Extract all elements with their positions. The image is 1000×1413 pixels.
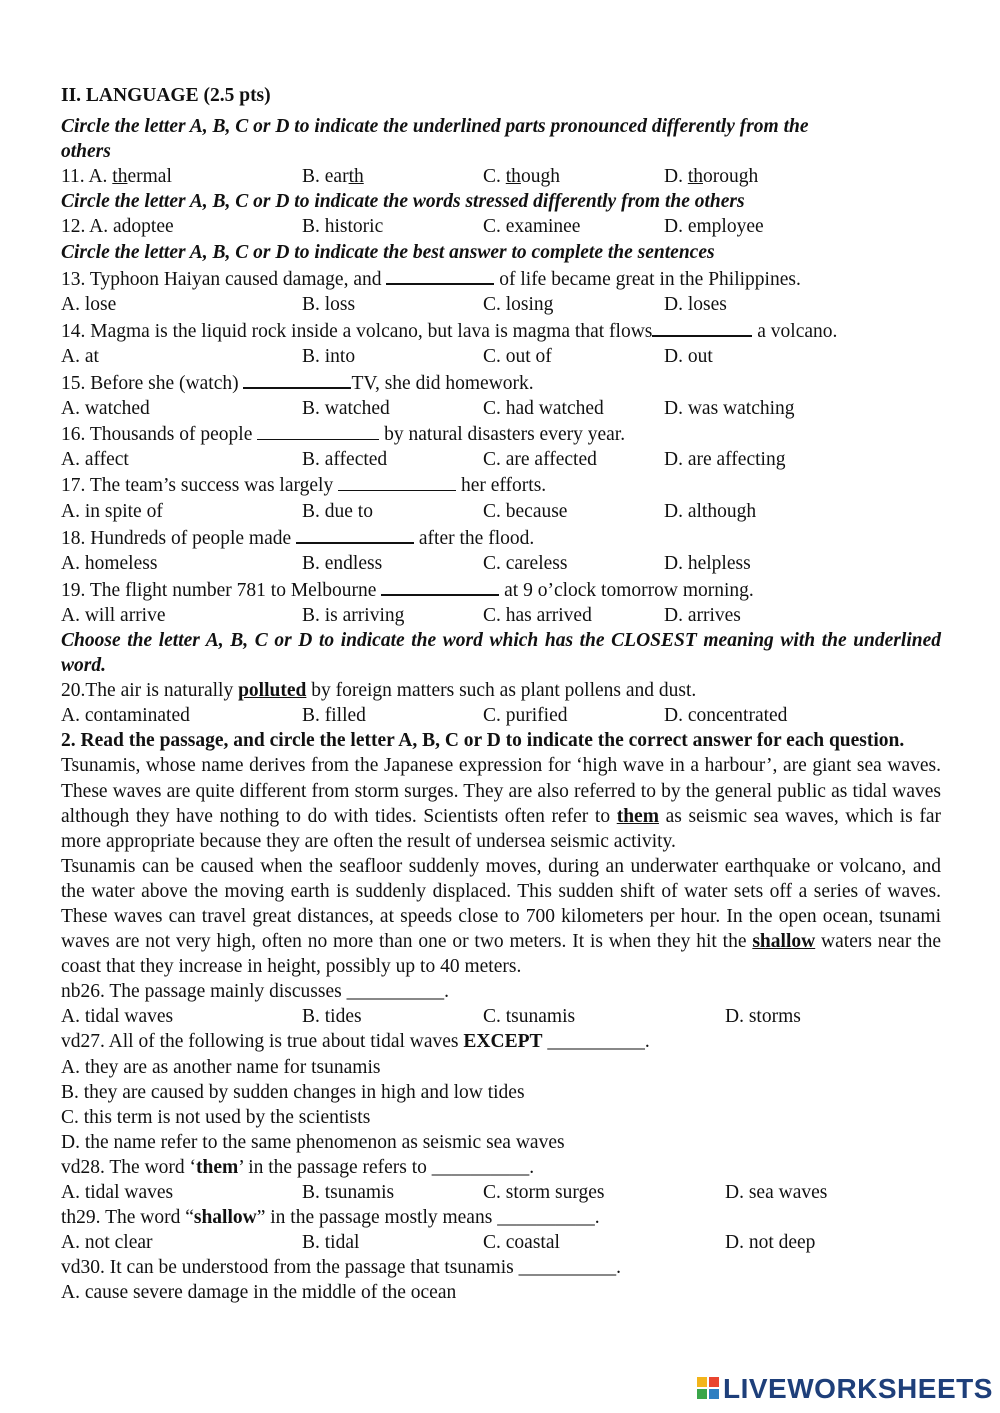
question-17-options (61, 499, 941, 524)
q29-option-a[interactable]: A. not clear (61, 1232, 153, 1254)
q27-option-b[interactable]: B. they are caused by sudden changes in high and low tides (61, 1081, 525, 1103)
q14-option-b[interactable]: B. into (302, 345, 356, 367)
instruction-pronunciation: Circle the letter A, B, C or D to indicate the underlined parts pronounced differently from the (61, 116, 809, 138)
q17-option-c[interactable]: C. because (483, 500, 568, 522)
q18-option-b[interactable]: B. endless (302, 552, 383, 574)
q11-option-a[interactable]: 11. A. thermal (61, 166, 172, 188)
question-16-stem: 16. Thousands of people by natural disasters every year. (61, 421, 941, 447)
q15-blank[interactable] (243, 369, 351, 389)
q12-option-a[interactable]: 12. A. adoptee (61, 216, 174, 238)
q11-option-d[interactable]: D. thorough (664, 166, 759, 188)
q19-option-a[interactable]: A. will arrive (61, 604, 166, 626)
instruction-pronunciation-cont: others (61, 141, 111, 163)
q20-option-a[interactable]: A. contaminated (61, 705, 190, 727)
q27-option-a[interactable]: A. they are as another name for tsunamis (61, 1056, 381, 1078)
question-19-stem: 19. The flight number 781 to Melbourne at 9 o’clock tomorrow morning. (61, 576, 941, 603)
logo-mark-icon (697, 1377, 721, 1401)
q28-option-d[interactable]: D. sea waves (725, 1182, 828, 1204)
q19-option-c[interactable]: C. has arrived (483, 604, 592, 626)
question-14-options (61, 344, 941, 369)
question-29-options (61, 1230, 941, 1255)
q17-blank[interactable] (338, 472, 456, 491)
question-12 (61, 214, 941, 239)
q26-option-c[interactable]: C. tsunamis (483, 1006, 576, 1028)
q26-option-a[interactable]: A. tidal waves (61, 1006, 174, 1028)
q15-option-b[interactable]: B. watched (302, 398, 390, 420)
q19-option-b[interactable]: B. is arriving (302, 604, 405, 626)
liveworksheets-logo[interactable] (697, 1374, 993, 1404)
q18-option-a[interactable]: A. homeless (61, 552, 158, 574)
q29-option-d[interactable]: D. not deep (725, 1232, 816, 1254)
q16-option-b[interactable]: B. affected (302, 449, 388, 471)
q20-option-d[interactable]: D. concentrated (664, 705, 788, 727)
q17-option-d[interactable]: D. although (664, 500, 757, 522)
q29-option-b[interactable]: B. tidal (302, 1232, 360, 1254)
question-13-options (61, 292, 941, 317)
question-20-stem: 20.The air is naturally polluted by foreign matters such as plant pollens and dust. (61, 680, 697, 702)
q26-blank[interactable]: __________ (346, 981, 445, 1003)
q13-blank[interactable] (386, 265, 494, 285)
q13-option-b[interactable]: B. loss (302, 293, 356, 315)
q20-option-c[interactable]: C. purified (483, 705, 568, 727)
q29-option-c[interactable]: C. coastal (483, 1232, 560, 1254)
instruction-stress: Circle the letter A, B, C or D to indicate the words stressed differently from the others (61, 191, 745, 213)
q27-option-c[interactable]: C. this term is not used by the scientists (61, 1106, 371, 1128)
q16-blank[interactable] (257, 421, 379, 440)
question-15-stem: 15. Before she (watch) TV, she did homework. (61, 369, 941, 396)
q17-option-b[interactable]: B. due to (302, 500, 373, 522)
logo-text: LIVEWORKSHEETS (723, 1373, 993, 1404)
passage-word-them: them (616, 805, 659, 827)
question-13-stem: 13. Typhoon Haiyan caused damage, and of life became great in the Philippines. (61, 265, 941, 292)
q11-option-b[interactable]: B. earth (302, 166, 364, 188)
q12-option-d[interactable]: D. employee (664, 216, 764, 238)
question-14-stem: 14. Magma is the liquid rock inside a volcano, but lava is magma that flows a volcano. (61, 317, 941, 344)
question-18-stem: 18. Hundreds of people made after the flood. (61, 524, 941, 551)
question-28-options (61, 1180, 941, 1205)
q28-option-c[interactable]: C. storm surges (483, 1182, 605, 1204)
q14-option-c[interactable]: C. out of (483, 345, 552, 367)
q17-option-a[interactable]: A. in spite of (61, 500, 163, 522)
q18-option-c[interactable]: C. careless (483, 552, 568, 574)
question-30-stem: vd30. It can be understood from the passage that tsunamis __________. (61, 1257, 621, 1279)
question-26-stem: nb26. The passage mainly discusses __________. (61, 981, 449, 1003)
section-title: II. LANGUAGE (2.5 pts) (61, 85, 271, 106)
q14-option-d[interactable]: D. out (664, 345, 713, 367)
q15-option-d[interactable]: D. was watching (664, 398, 795, 420)
q14-option-a[interactable]: A. at (61, 345, 99, 367)
q13-option-c[interactable]: C. losing (483, 293, 554, 315)
q13-option-d[interactable]: D. loses (664, 293, 727, 315)
question-26-options (61, 1004, 941, 1029)
q14-blank[interactable] (652, 317, 752, 337)
q27-blank[interactable]: __________ (542, 1031, 645, 1053)
q18-option-d[interactable]: D. helpless (664, 552, 751, 574)
q16-option-c[interactable]: C. are affected (483, 449, 597, 471)
q12-option-c[interactable]: C. examinee (483, 216, 581, 238)
q28-option-a[interactable]: A. tidal waves (61, 1182, 174, 1204)
question-18-options (61, 551, 941, 576)
question-29-stem: th29. The word “shallow” in the passage mostly means __________. (61, 1207, 600, 1229)
passage-word-shallow: shallow (752, 931, 816, 953)
q19-blank[interactable] (381, 576, 499, 596)
q15-option-c[interactable]: C. had watched (483, 398, 604, 420)
q16-option-d[interactable]: D. are affecting (664, 449, 786, 471)
q19-option-d[interactable]: D. arrives (664, 604, 741, 626)
q29-blank[interactable]: __________ (497, 1207, 595, 1229)
passage-paragraph-1: Tsunamis, whose name derives from the Japanese expression for ‘high wave in a harbour’, are giant sea waves. These waves are quite different from storm surges. They are also referred to by the general public as tidal waves although they have nothing to do with tides. Scientists often refer to them as seismic sea waves, which is far more appropriate because they are often the result of undersea seismic activity. (61, 755, 941, 852)
passage-paragraph-2: Tsunamis can be caused when the seafloor suddenly moves, during an underwater earthquake or volcano, and the water above the moving earth is suddenly displaced. This sudden shift of water sets off a series of waves. These waves can travel great distances, at speeds close to 700 kilometers per hour. In the open ocean, tsunami waves are not very high, often no more than one or two meters. It is when they hit the shallow waters near the coast that they increase in height, possibly up to 40 meters. (61, 855, 941, 978)
q11-option-c[interactable]: C. though (483, 166, 560, 188)
q15-option-a[interactable]: A. watched (61, 398, 150, 420)
q13-option-a[interactable]: A. lose (61, 293, 117, 315)
question-16-options (61, 447, 941, 472)
q28-option-b[interactable]: B. tsunamis (302, 1182, 395, 1204)
q27-option-d[interactable]: D. the name refer to the same phenomenon as seismic sea waves (61, 1131, 565, 1153)
question-20-options (61, 703, 941, 728)
q12-option-b[interactable]: B. historic (302, 216, 384, 238)
question-17-stem: 17. The team’s success was largely her efforts. (61, 472, 941, 498)
worksheet-page (61, 83, 941, 1306)
q20-option-b[interactable]: B. filled (302, 705, 366, 727)
q20-underlined-word: polluted (238, 680, 307, 702)
question-11 (61, 164, 941, 189)
question-15-options (61, 396, 941, 421)
instruction-closest-meaning: Choose the letter A, B, C or D to indicate the word which has the CLOSEST meaning with the underlined word. (61, 629, 941, 677)
q16-option-a[interactable]: A. affect (61, 449, 129, 471)
q30-blank[interactable]: __________ (518, 1257, 617, 1279)
q26-option-d[interactable]: D. storms (725, 1006, 801, 1028)
question-19-options (61, 603, 941, 628)
q28-blank[interactable]: __________ (431, 1156, 530, 1178)
q30-option-a[interactable]: A. cause severe damage in the middle of the ocean (61, 1282, 457, 1304)
instruction-best-answer: Circle the letter A, B, C or D to indicate the best answer to complete the sentences (61, 241, 715, 263)
instruction-reading: 2. Read the passage, and circle the letter A, B, C or D to indicate the correct answer for each question. (61, 730, 905, 752)
question-28-stem: vd28. The word ‘them’ in the passage refers to __________. (61, 1156, 535, 1178)
q18-blank[interactable] (296, 524, 414, 544)
question-27-stem: vd27. All of the following is true about tidal waves EXCEPT __________. (61, 1031, 650, 1053)
q26-option-b[interactable]: B. tides (302, 1006, 362, 1028)
